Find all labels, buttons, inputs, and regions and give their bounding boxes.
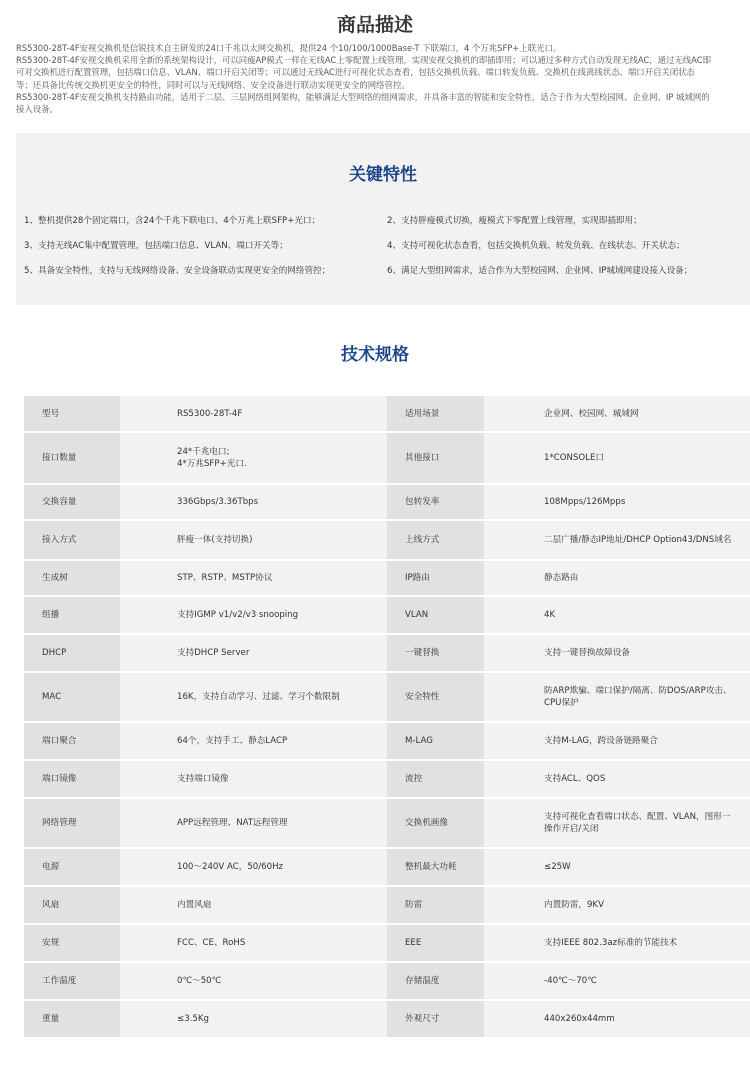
spec-row [24, 760, 750, 798]
spec-row [24, 848, 750, 886]
spec-label: 安全特性 [387, 672, 484, 722]
spec-value: 1*CONSOLE口 [484, 432, 750, 484]
feature-item: 4、支持可视化状态查看，包括交换机负载、转发负载、在线状态、开关状态； [387, 241, 685, 251]
spec-label: 包转发率 [387, 484, 484, 520]
feature-item: 6、满足大型组网需求，适合作为大型校园网、企业网、IP城域网建设接入设备； [387, 266, 693, 276]
feature-item: 3、支持无线AC集中配置管理，包括端口信息、VLAN、端口开关等； [24, 241, 288, 251]
spec-label: 防雷 [387, 886, 484, 924]
spec-label: 交换机画像 [387, 798, 484, 848]
spec-label: M-LAG [387, 722, 484, 760]
description-line: RS5300-28T-4F安视交换机是信锐技术自主研发的24口千兆以太网交换机，提供24 个10/100/1000Base-T 下联端口，4 个万兆SFP+上联光口。 [16, 43, 562, 53]
description-line: RS5300-28T-4F安视交换机支持路由功能，适用于二层、三层网络组网架构，能够满足大型网络的组网需求，并具备丰富的智能和安全特性，适合于作为大型校园网、企业网、IP 城域网的 [16, 91, 710, 102]
feature-item: 2、支持胖瘦模式切换，瘦模式下零配置上线管理，实现即插即用； [387, 216, 642, 226]
spec-label: 生成树 [24, 560, 120, 596]
spec-value: ≤25W [484, 848, 750, 886]
spec-title: 技术规格 [341, 345, 409, 365]
spec-value: 胖瘦一体(支持切换) [120, 520, 387, 560]
spec-label: 外观尺寸 [387, 1000, 484, 1038]
spec-row [24, 520, 750, 560]
spec-label: DHCP [24, 634, 120, 672]
spec-label: EEE [387, 924, 484, 962]
spec-value: APP远程管理、NAT远程管理 [120, 798, 387, 848]
spec-label: 组播 [24, 596, 120, 634]
spec-value: 内置风扇 [120, 886, 387, 924]
spec-value: 防ARP欺骗、端口保护/隔离、防DOS/ARP攻击、 CPU保护 [484, 672, 750, 722]
spec-label: 工作温度 [24, 962, 120, 1000]
spec-label: 整机最大功耗 [387, 848, 484, 886]
spec-value: RS5300-28T-4F [120, 396, 387, 432]
spec-value: 企业网、校园网、城域网 [484, 396, 750, 432]
spec-label: IP路由 [387, 560, 484, 596]
spec-label: 安规 [24, 924, 120, 962]
spec-value: 静态路由 [484, 560, 750, 596]
spec-row [24, 1000, 750, 1038]
feature-item: 5、具备安全特性，支持与无线网络设备、安全设备联动实现更安全的网络管控； [24, 266, 331, 276]
spec-label: 网络管理 [24, 798, 120, 848]
spec-value: 二层广播/静态IP地址/DHCP Option43/DNS域名 [484, 520, 750, 560]
spec-label: 电源 [24, 848, 120, 886]
spec-value: 支持端口镜像 [120, 760, 387, 798]
description-line: 等；还具备比传统交换机更安全的特性，同时可以与无线网络、安全设备进行联动实现更安全的网络管控。 [16, 79, 410, 90]
spec-value: FCC、CE、RoHS [120, 924, 387, 962]
spec-value: ≤3.5Kg [120, 1000, 387, 1038]
spec-value: 64个，支持手工、静态LACP [120, 722, 387, 760]
key-features-panel [16, 133, 750, 305]
description-line: 可对交换机进行配置管理，包括端口信息、VLAN、端口开启关闭等；可以通过无线AC进行可视化状态查看，包括交换机负载、端口转发负载、交换机在线离线状态、端口开启关闭状态 [16, 67, 695, 78]
spec-label: VLAN [387, 596, 484, 634]
spec-table [24, 396, 750, 1039]
spec-label: 接口数量 [24, 432, 120, 484]
spec-label: 其他接口 [387, 432, 484, 484]
spec-value: 支持一键替换故障设备 [484, 634, 750, 672]
spec-row [24, 672, 750, 722]
spec-row [24, 560, 750, 596]
spec-value: 4K [484, 596, 750, 634]
spec-value: 24*千兆电口; 4*万兆SFP+光口. [120, 432, 387, 484]
spec-label: 交换容量 [24, 484, 120, 520]
spec-row [24, 798, 750, 848]
spec-label: 端口镜像 [24, 760, 120, 798]
spec-value: -40℃～70℃ [484, 962, 750, 1000]
spec-label: 一键替换 [387, 634, 484, 672]
feature-item: 1、整机提供28个固定端口，含24个千兆下联电口、4个万兆上联SFP+光口； [24, 216, 321, 226]
spec-row [24, 396, 750, 432]
spec-value: STP、RSTP、MSTP协议 [120, 560, 387, 596]
spec-value: 108Mpps/126Mpps [484, 484, 750, 520]
description-line: 接入设备。 [16, 104, 58, 115]
spec-value: 336Gbps/3.36Tbps [120, 484, 387, 520]
spec-label: 流控 [387, 760, 484, 798]
spec-row [24, 634, 750, 672]
description-section [0, 14, 750, 115]
spec-label: 上线方式 [387, 520, 484, 560]
spec-row [24, 924, 750, 962]
spec-value: 支持可视化查看端口状态、配置、VLAN，图形一 操作开启/关闭 [484, 798, 750, 848]
spec-row [24, 596, 750, 634]
spec-label: 风扇 [24, 886, 120, 924]
spec-value: 440x260x44mm [484, 1000, 750, 1038]
spec-row [24, 886, 750, 924]
spec-value: 100～240V AC，50/60Hz [120, 848, 387, 886]
spec-row [24, 722, 750, 760]
spec-label: MAC [24, 672, 120, 722]
spec-row [24, 432, 750, 484]
spec-value: 支持M-LAG，跨设备链路聚合 [484, 722, 750, 760]
description-title: 商品描述 [336, 14, 413, 36]
spec-value: 支持ACL、QOS [484, 760, 750, 798]
spec-value: 支持IEEE 802.3az标准的节能技术 [484, 924, 750, 962]
spec-row [24, 484, 750, 520]
spec-label: 接入方式 [24, 520, 120, 560]
spec-value: 支持IGMP v1/v2/v3 snooping [120, 596, 387, 634]
key-features-title: 关键特性 [349, 165, 417, 185]
spec-label: 适用场景 [387, 396, 484, 432]
spec-value: 16K，支持自动学习、过滤、学习个数限制 [120, 672, 387, 722]
spec-value: 内置防雷，9KV [484, 886, 750, 924]
spec-label: 重量 [24, 1000, 120, 1038]
description-line: RS5300-28T-4F安视交换机采用全新的系统架构设计，可以同瘦AP模式一样在无线AC上零配置上线管理，实现安视交换机的即插即用；可以通过多种方式自动发现无线AC，通过无线AC即 [16, 55, 711, 66]
spec-label: 型号 [24, 396, 120, 432]
spec-label: 存储温度 [387, 962, 484, 1000]
spec-value: 支持DHCP Server [120, 634, 387, 672]
spec-value: 0℃～50℃ [120, 962, 387, 1000]
spec-row [24, 962, 750, 1000]
spec-label: 端口聚合 [24, 722, 120, 760]
